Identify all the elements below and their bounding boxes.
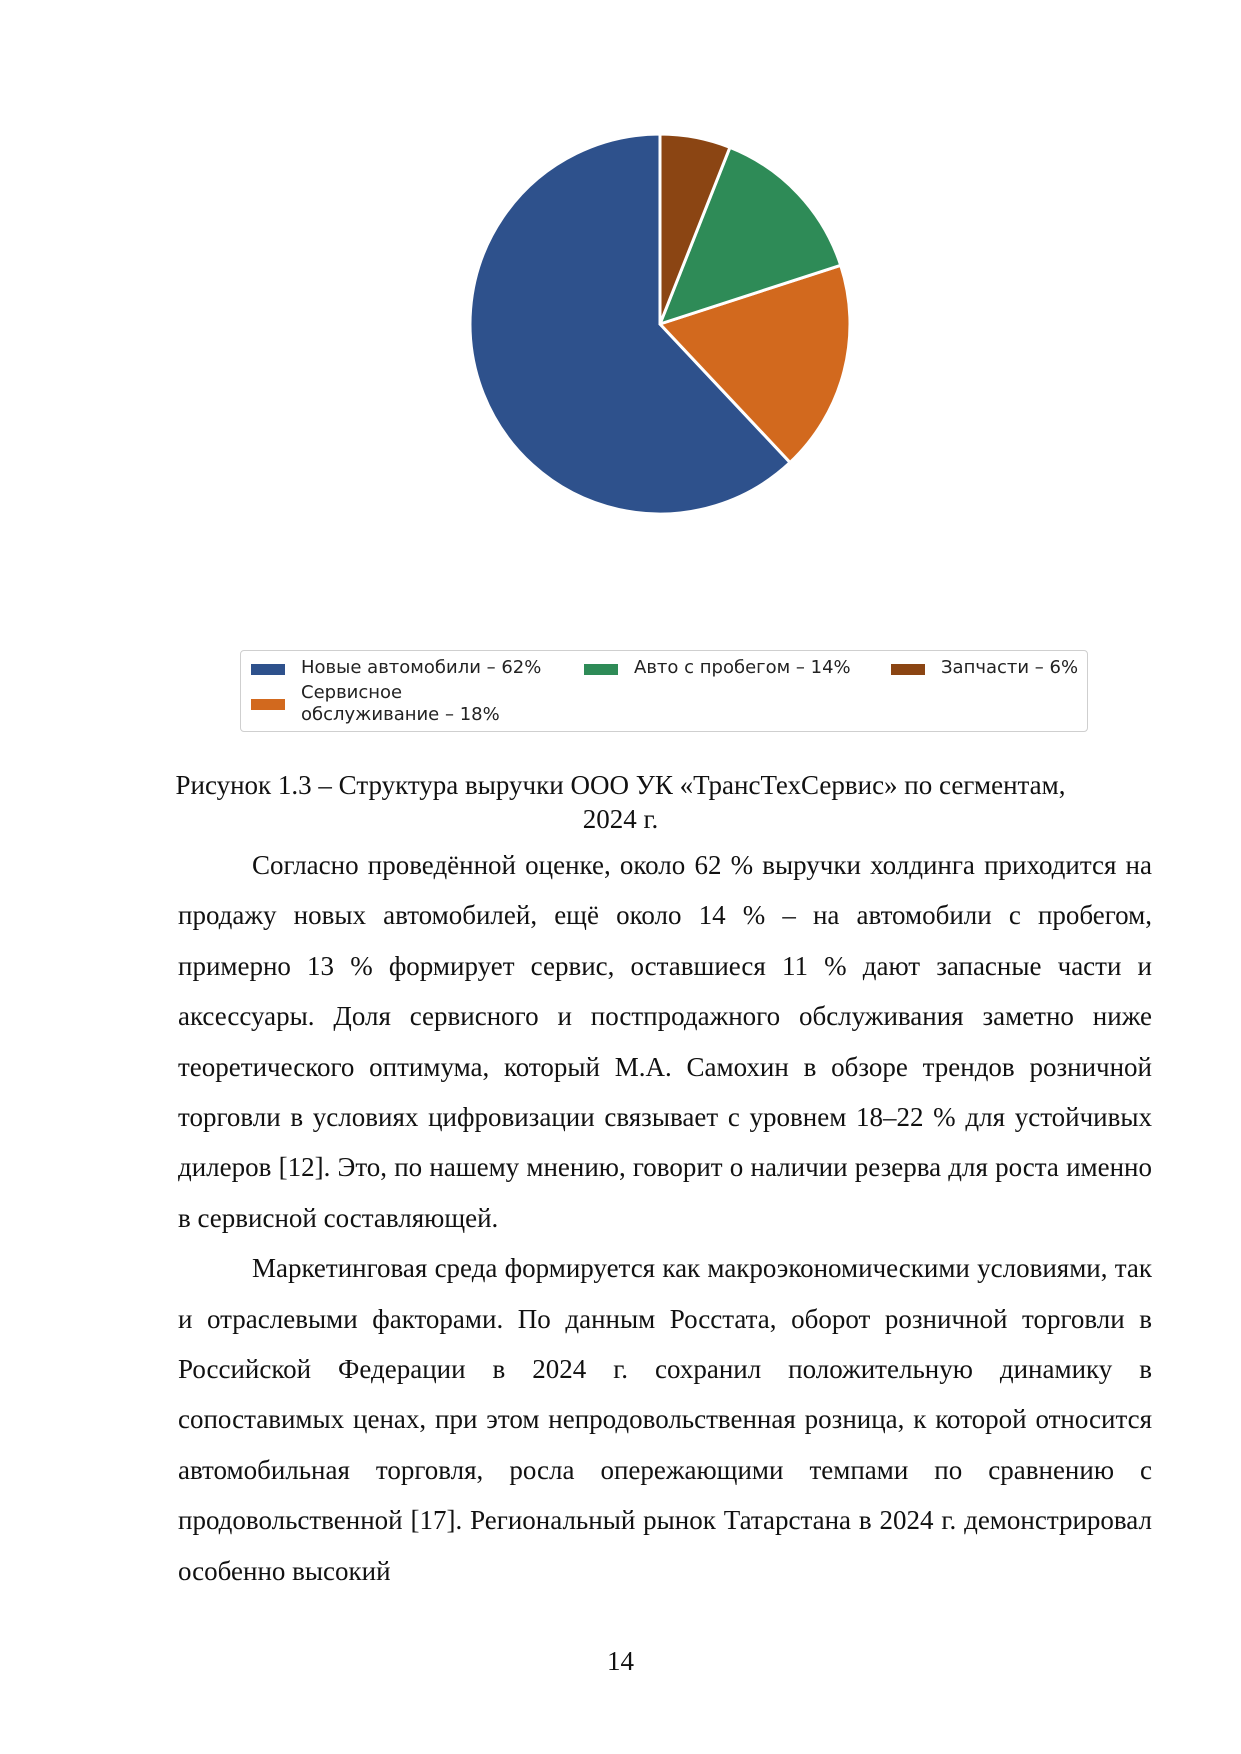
page-number: 14 xyxy=(607,1646,634,1676)
legend-swatch xyxy=(891,664,925,675)
legend-item-new-cars xyxy=(251,657,541,679)
legend-label: Запчасти – 6% xyxy=(941,657,1079,678)
figure-caption: Рисунок 1.3 – Структура выручки ООО УК «ТрансТехСервис» по сегментам, 2024 г. xyxy=(175,770,1066,834)
legend-swatch xyxy=(251,699,285,710)
legend-item-used-cars xyxy=(584,657,851,679)
revenue-pie-chart xyxy=(0,0,1241,640)
legend-swatch xyxy=(251,664,285,675)
legend-swatch xyxy=(584,664,618,675)
legend-label: Новые автомобили – 62% xyxy=(301,657,542,678)
legend-label: Авто с пробегом – 14% xyxy=(634,657,851,678)
body-text xyxy=(178,840,1152,1596)
paragraph: Согласно проведённой оценке, около 62 % выручки холдинга приходится на продажу новых автомобилей, ещё около 14 % – на автомобили с пробегом, примерно 13 % формирует сервис, оставшиеся 11 % дают запасные части и аксессуары. Доля сервисного и постпродажного обслуживания заметно ниже теоретического оптимума, который М.А. Самохин в обзоре трендов розничной торговли в условиях цифровизации связывает с уровнем 18–22 % для устойчивых дилеров [12]. Это, по нашему мнению, говорит о наличии резерва для роста именно в сервисной составляющей. xyxy=(178,850,1152,1233)
legend-item-parts xyxy=(891,657,1078,679)
legend-item-service xyxy=(251,682,500,726)
chart-legend xyxy=(240,650,1088,732)
paragraph: Маркетинговая среда формируется как макроэкономическими условиями, так и отраслевыми факторами. По данным Росстата, оборот розничной торговли в Российской Федерации в 2024 г. сохранил положительную динамику в сопоставимых ценах, при этом непродовольственная розница, к которой относится автомобильная торговля, росла опережающими темпами по сравнению с продовольственной [17]. Региональный рынок Татарстана в 2024 г. демонстрировал особенно высокий xyxy=(178,1253,1152,1586)
legend-label: Сервисное обслуживание – 18% xyxy=(301,682,500,725)
